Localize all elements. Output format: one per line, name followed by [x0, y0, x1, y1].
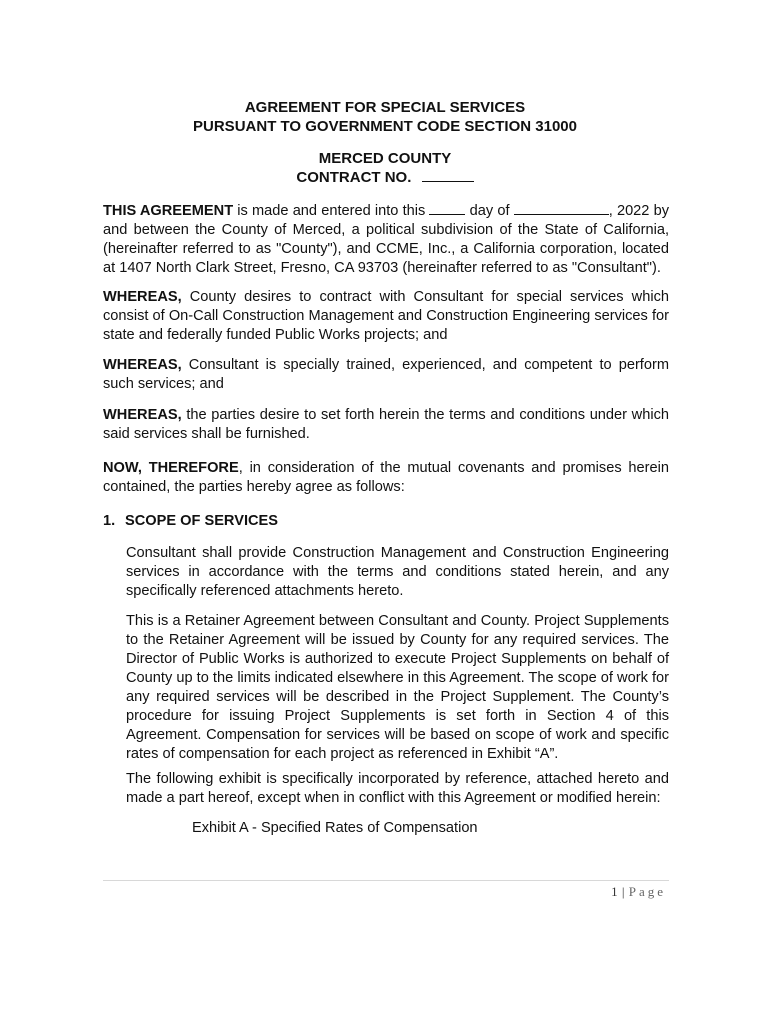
county-name: MERCED COUNTY	[318, 150, 452, 167]
intro-lead: THIS AGREEMENT	[103, 203, 234, 219]
recital-lead: WHEREAS,	[103, 407, 182, 423]
recital-text: the parties desire to set forth herein the terms and conditions under which said services shall be furnished.	[103, 407, 669, 442]
document-title	[0, 98, 770, 136]
page-word: Page	[628, 884, 666, 899]
title-line-2: PURSUANT TO GOVERNMENT CODE SECTION 31000	[193, 118, 577, 135]
now-therefore-paragraph	[103, 459, 669, 497]
contract-number-line	[0, 168, 770, 187]
title-line-1: AGREEMENT FOR SPECIAL SERVICES	[244, 99, 526, 116]
intro-text-1: is made and entered into this	[233, 203, 430, 219]
intro-text-3: , 2022 by and between the County of Merced, a political subdivision of the State of California, (hereinafter referred to as "County"), and CCME, Inc., a California corporation, located at 1407 North Clark Street, Fresno, CA 93703 (hereinafter referred to as "Consultant").	[103, 203, 670, 276]
footer-divider	[103, 880, 669, 881]
page-footer	[611, 884, 666, 900]
intro-paragraph	[103, 201, 669, 278]
recital-paragraph	[103, 288, 669, 345]
contract-label: CONTRACT NO.	[296, 169, 412, 186]
page-separator: |	[621, 884, 625, 899]
recital-lead: WHEREAS,	[103, 289, 182, 305]
recital-paragraph	[103, 406, 669, 444]
section-title: SCOPE OF SERVICES	[125, 513, 279, 529]
day-blank	[429, 201, 465, 215]
exhibit-reference: Exhibit A - Specified Rates of Compensation	[192, 820, 478, 836]
recital-text: County desires to contract with Consultant for special services which consist of On-Call Construction Management and Construction Engineering services for state and federally funded Public Works projects; and	[103, 289, 669, 343]
recital-paragraph	[103, 356, 669, 394]
page-number: 1	[611, 884, 619, 899]
intro-text-2: day of	[465, 203, 514, 219]
recital-text: Consultant is specially trained, experienced, and competent to perform such services; and	[103, 357, 669, 392]
county-block	[0, 149, 770, 187]
recital-lead: WHEREAS,	[103, 357, 182, 373]
section-1-heading	[103, 513, 278, 529]
month-blank	[514, 201, 609, 215]
section-number: 1.	[103, 513, 116, 529]
contract-number-blank	[422, 168, 474, 182]
now-therefore-lead: NOW, THEREFORE	[103, 460, 239, 476]
section-paragraph: Consultant shall provide Construction Management and Construction Engineering services in accordance with the terms and conditions stated herein, and any specifically referenced attachments hereto.	[126, 545, 669, 599]
section-paragraph: The following exhibit is specifically incorporated by reference, attached hereto and made a part hereof, except when in conflict with this Agreement or modified herein:	[126, 771, 669, 806]
now-therefore-text: , in consideration of the mutual covenants and promises herein contained, the parties hereby agree as follows:	[103, 460, 670, 495]
section-paragraph: This is a Retainer Agreement between Consultant and County. Project Supplements to the Retainer Agreement will be issued by County for any required services. The Director of Public Works is authorized to execute Project Supplements on behalf of County up to the limits indicated elsewhere in this Agreement. The scope of work for any required services will be described in the Project Supplement. The County’s procedure for issuing Project Supplements is set forth in Section 4 of this Agreement. Compensation for services will be based on scope of work and specific rates of compensation for each project as referenced in Exhibit “A”.	[126, 613, 669, 762]
